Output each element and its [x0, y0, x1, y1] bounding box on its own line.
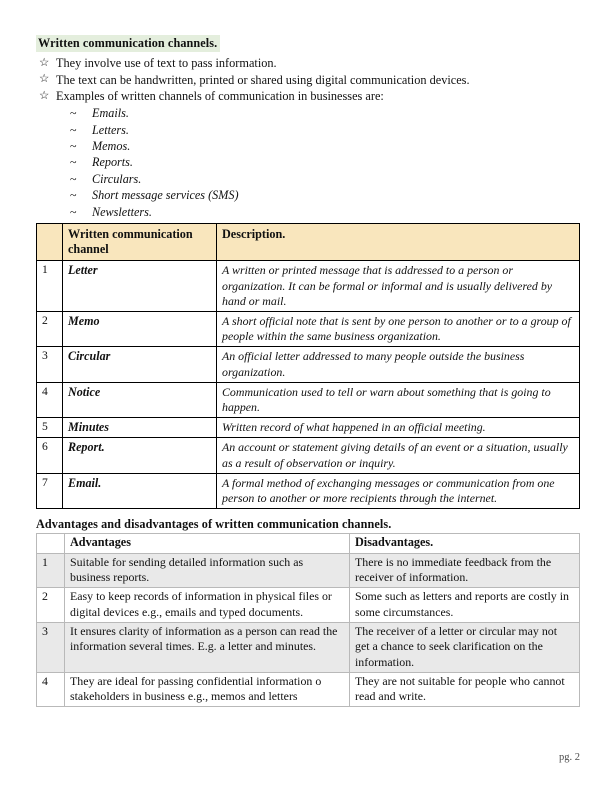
cell-description: Written record of what happened in an official meeting.	[217, 418, 580, 438]
star-icon: ☆	[39, 56, 50, 69]
cell-number: 5	[37, 418, 63, 438]
list-item-text: Circulars.	[92, 171, 142, 186]
page-title: Written communication channels.	[36, 35, 220, 52]
table-row	[37, 311, 580, 346]
section-spacer	[36, 509, 580, 517]
table-row	[37, 553, 580, 588]
cell-description: An official letter addressed to many people outside the business organization.	[217, 347, 580, 382]
table-row	[37, 588, 580, 623]
written-channels-examples-list	[36, 105, 580, 220]
tilde-icon: ~	[70, 155, 77, 170]
list-item-text: The text can be handwritten, printed or shared using digital communication devices.	[56, 72, 470, 87]
cell-advantage: They are ideal for passing confidential information o stakeholders in business e.g., memos and letters	[65, 672, 350, 707]
cell-description: A written or printed message that is addressed to a person or organization. It can be formal or informal and is usually delivered by hand or mail.	[217, 261, 580, 312]
list-item	[70, 122, 580, 138]
cell-number: 4	[37, 382, 63, 417]
column-header-number	[37, 534, 65, 554]
list-item-text: Examples of written channels of communication in businesses are:	[56, 89, 384, 104]
cell-channel: Notice	[63, 382, 217, 417]
column-header-description: Description.	[217, 223, 580, 260]
cell-description: A formal method of exchanging messages or communication from one person to another or more recipients through the internet.	[217, 473, 580, 508]
star-icon: ☆	[39, 73, 50, 86]
list-item	[70, 204, 580, 220]
list-item-text: Newsletters.	[92, 204, 152, 219]
advantages-disadvantages-table	[36, 533, 580, 707]
list-item-text: Letters.	[92, 122, 129, 137]
cell-disadvantage: Some such as letters and reports are costly in some circumstances.	[350, 588, 580, 623]
table-row	[37, 473, 580, 508]
table-row	[37, 261, 580, 312]
cell-channel: Memo	[63, 311, 217, 346]
table-row	[37, 347, 580, 382]
cell-disadvantage: They are not suitable for people who cannot read and write.	[350, 672, 580, 707]
cell-number: 3	[37, 622, 65, 672]
cell-number: 3	[37, 347, 63, 382]
list-item-text: Emails.	[92, 106, 129, 121]
list-item	[70, 154, 580, 170]
written-channels-bullet-list	[36, 55, 580, 105]
tilde-icon: ~	[70, 188, 77, 203]
cell-number: 4	[37, 672, 65, 707]
list-item-text: Reports.	[92, 155, 133, 170]
page-number-footer: pg. 2	[559, 752, 580, 763]
table-body	[37, 553, 580, 707]
list-item	[36, 55, 580, 71]
cell-advantage: Easy to keep records of information in physical files or digital devices e.g., emails and typed documents.	[65, 588, 350, 623]
written-channels-table	[36, 223, 580, 509]
cell-number: 7	[37, 473, 63, 508]
list-item	[36, 72, 580, 88]
column-header-advantages: Advantages	[65, 534, 350, 554]
list-item-text: They involve use of text to pass information.	[56, 56, 277, 70]
cell-channel: Minutes	[63, 418, 217, 438]
list-item-text: Short message services (SMS)	[92, 188, 239, 203]
cell-number: 6	[37, 438, 63, 473]
table-row	[37, 382, 580, 417]
cell-advantage: Suitable for sending detailed information such as business reports.	[65, 553, 350, 588]
cell-number: 1	[37, 553, 65, 588]
tilde-icon: ~	[70, 106, 77, 121]
table-header-row	[37, 223, 580, 260]
section-title-advantages: Advantages and disadvantages of written communication channels.	[36, 517, 392, 532]
column-header-number	[37, 223, 63, 260]
column-header-disadvantages: Disadvantages.	[350, 534, 580, 554]
list-item-text: Memos.	[92, 138, 131, 153]
list-item	[70, 105, 580, 121]
star-icon: ☆	[39, 89, 50, 102]
cell-description: An account or statement giving details of an event or a situation, usually as a result of observation or inquiry.	[217, 438, 580, 473]
cell-channel: Letter	[63, 261, 217, 312]
cell-advantage: It ensures clarity of information as a person can read the information several times. E.g. a letter and minutes.	[65, 622, 350, 672]
list-item	[70, 187, 580, 203]
table-row	[37, 672, 580, 707]
cell-number: 2	[37, 588, 65, 623]
table-body	[37, 261, 580, 509]
table-header	[37, 534, 580, 554]
list-item	[70, 171, 580, 187]
tilde-icon: ~	[70, 204, 77, 219]
tilde-icon: ~	[70, 122, 77, 137]
cell-disadvantage: The receiver of a letter or circular may not get a chance to seek clarification on the information.	[350, 622, 580, 672]
column-header-channel: Written communication channel	[63, 223, 217, 260]
page-content	[36, 34, 580, 707]
cell-description: Communication used to tell or warn about something that is going to happen.	[217, 382, 580, 417]
list-item	[70, 138, 580, 154]
cell-number: 2	[37, 311, 63, 346]
table-header-row	[37, 534, 580, 554]
cell-channel: Report.	[63, 438, 217, 473]
table-row	[37, 418, 580, 438]
table-row	[37, 438, 580, 473]
tilde-icon: ~	[70, 138, 77, 153]
tilde-icon: ~	[70, 171, 77, 186]
cell-disadvantage: There is no immediate feedback from the receiver of information.	[350, 553, 580, 588]
table-header	[37, 223, 580, 260]
table-row	[37, 622, 580, 672]
list-item	[36, 88, 580, 104]
cell-description: A short official note that is sent by one person to another or to a group of people within the same business organization.	[217, 311, 580, 346]
cell-number: 1	[37, 261, 63, 312]
cell-channel: Email.	[63, 473, 217, 508]
cell-channel: Circular	[63, 347, 217, 382]
